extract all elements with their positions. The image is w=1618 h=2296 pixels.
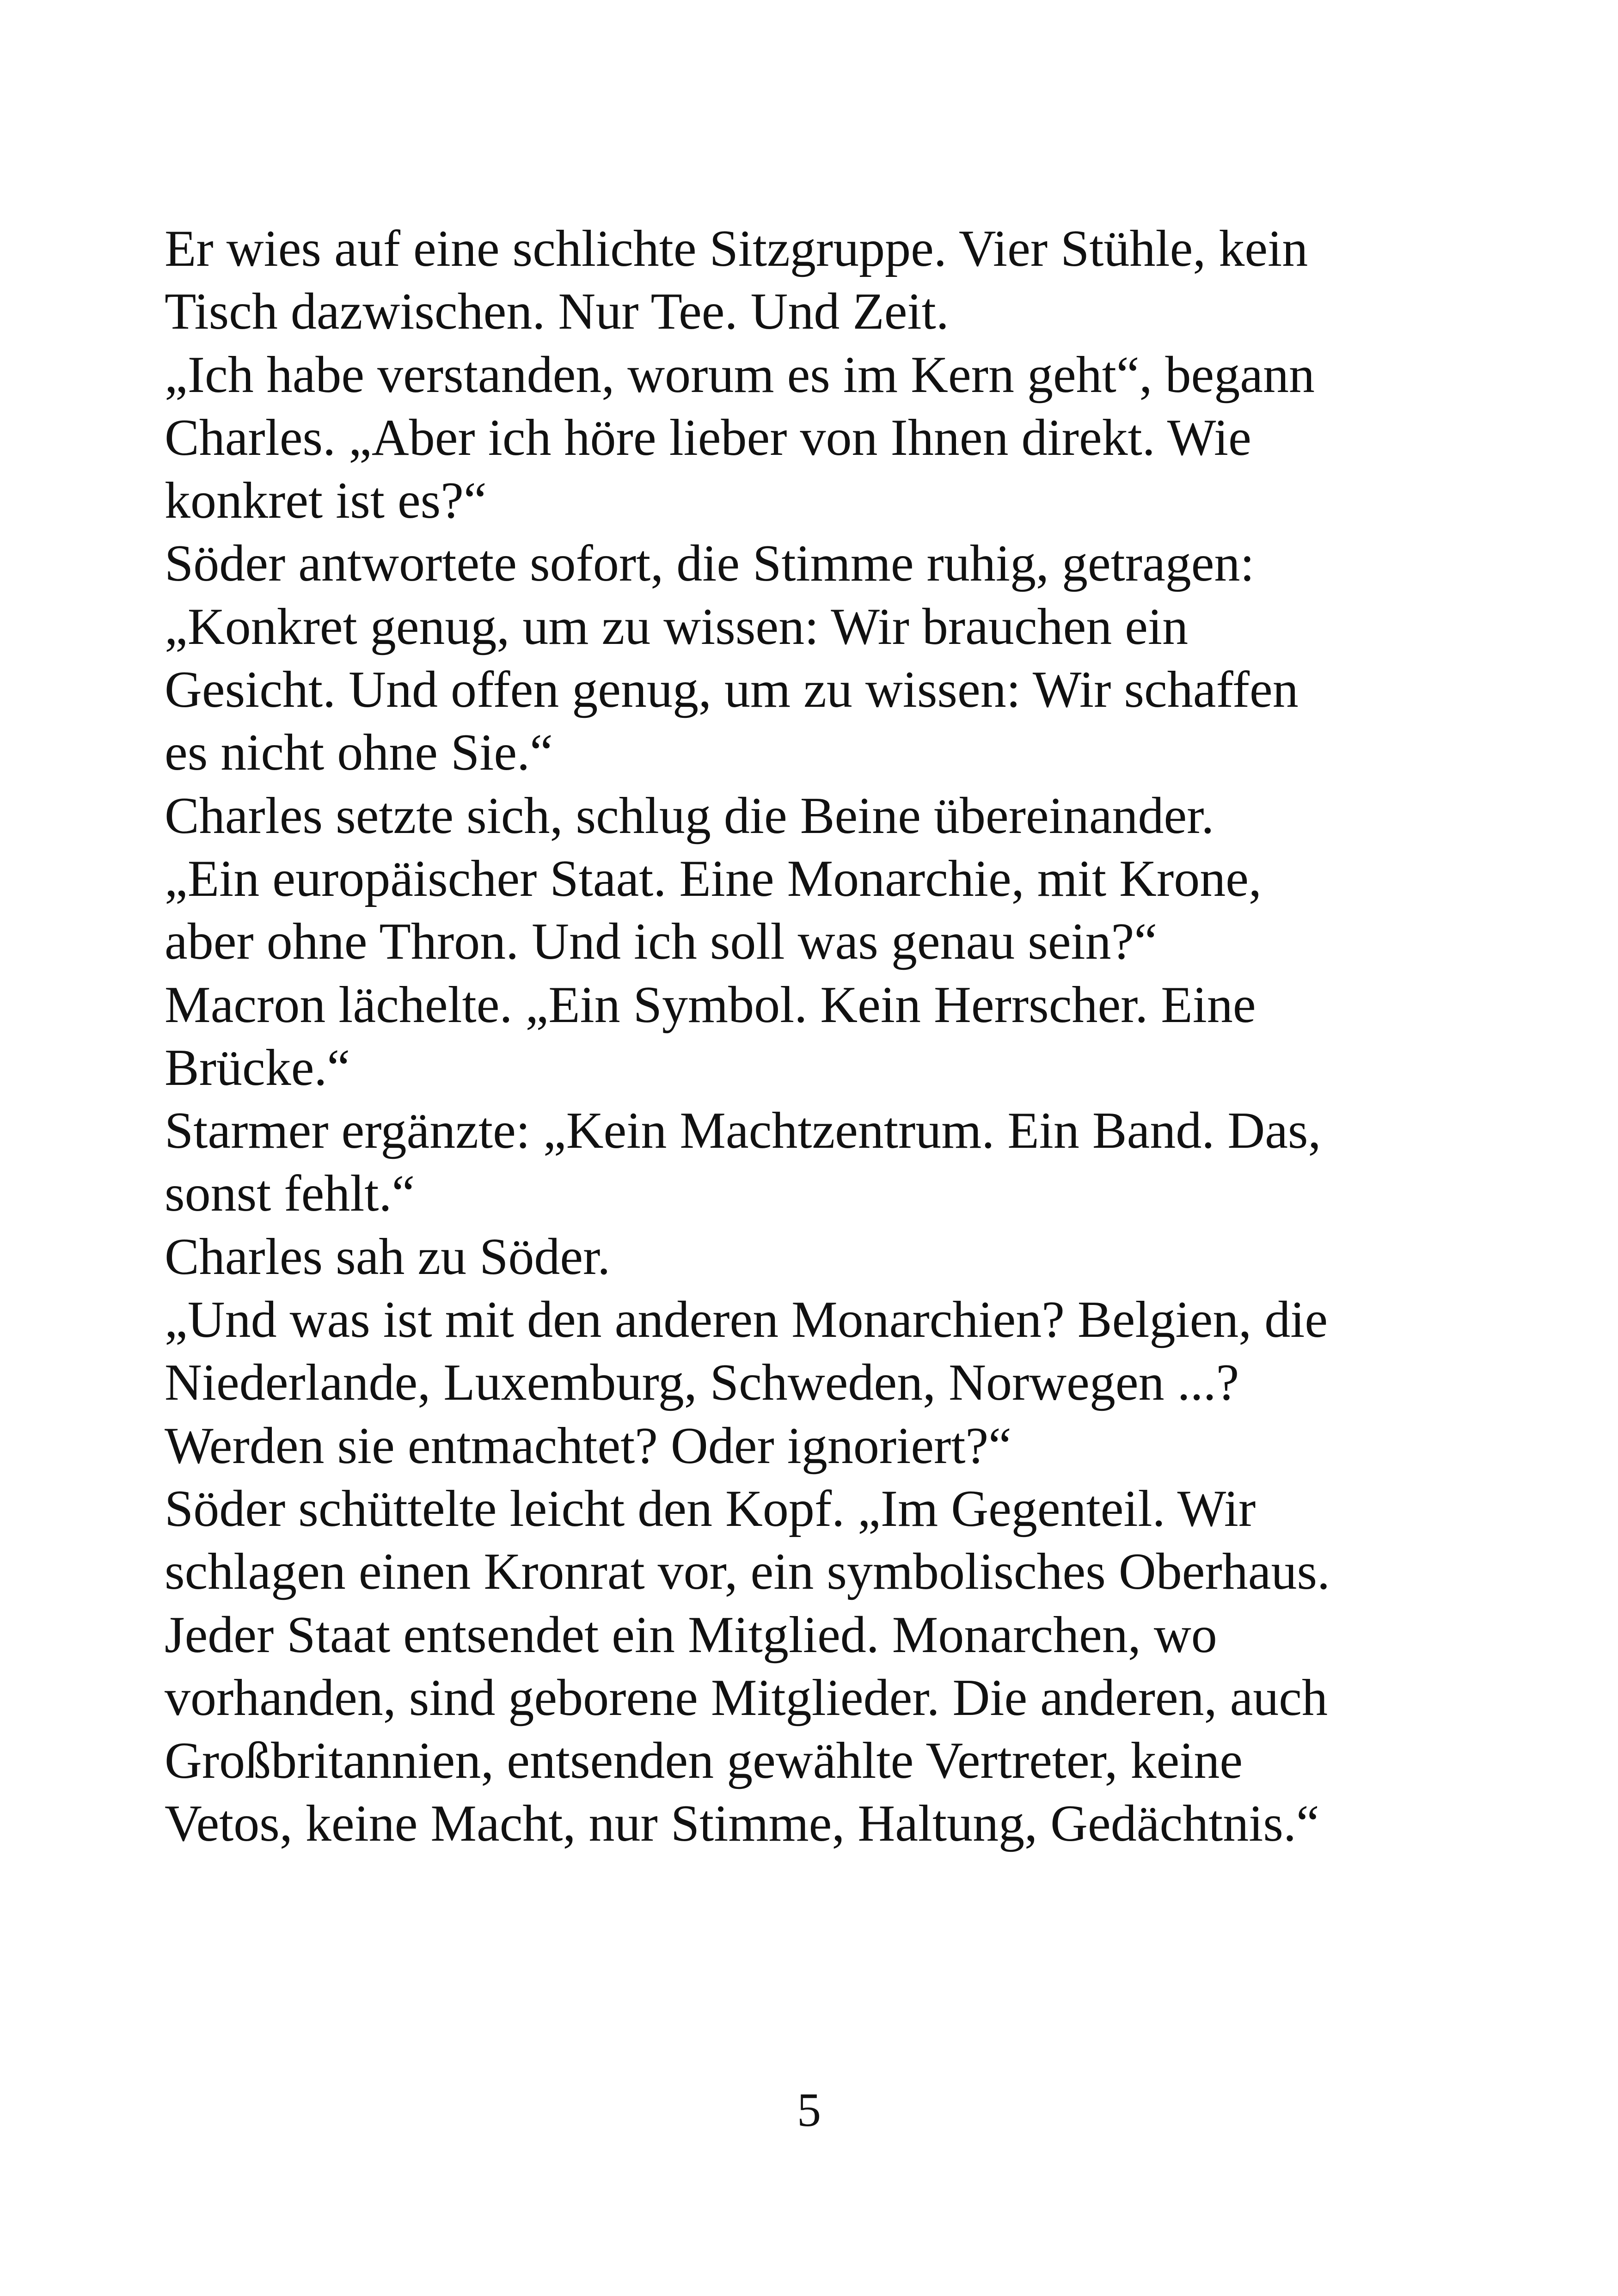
text-line: Jeder Staat entsendet ein Mitglied. Monarchen, wo xyxy=(165,1606,1217,1664)
text-line: aber ohne Thron. Und ich soll was genau sein?“ xyxy=(165,913,1158,971)
text-line: sonst fehlt.“ xyxy=(165,1165,415,1223)
text-line: „Und was ist mit den anderen Monarchien? Belgien, die xyxy=(165,1291,1328,1349)
text-line: Tisch dazwischen. Nur Tee. Und Zeit. xyxy=(165,283,949,341)
text-line: konkret ist es?“ xyxy=(165,472,487,530)
text-line: Brücke.“ xyxy=(165,1039,350,1096)
text-line: es nicht ohne Sie.“ xyxy=(165,724,553,782)
text-line: Söder schüttelte leicht den Kopf. „Im Gegenteil. Wir xyxy=(165,1480,1256,1537)
text-line: Starmer ergänzte: „Kein Machtzentrum. Ein Band. Das, xyxy=(165,1102,1321,1160)
body-text xyxy=(165,217,1459,1855)
text-line: Werden sie entmachtet? Oder ignoriert?“ xyxy=(165,1417,1011,1475)
text-line: Söder antwortete sofort, die Stimme ruhig, getragen: xyxy=(165,535,1255,593)
page-number: 5 xyxy=(797,2083,821,2137)
text-line: „Ein europäischer Staat. Eine Monarchie, mit Krone, xyxy=(165,850,1262,907)
text-line: Vetos, keine Macht, nur Stimme, Haltung, Gedächtnis.“ xyxy=(165,1795,1319,1853)
text-line: Macron lächelte. „Ein Symbol. Kein Herrscher. Eine xyxy=(165,976,1256,1034)
text-line: Großbritannien, entsenden gewählte Vertreter, keine xyxy=(165,1732,1243,1790)
text-line: schlagen einen Kronrat vor, ein symbolisches Oberhaus. xyxy=(165,1543,1330,1601)
text-line: vorhanden, sind geborene Mitglieder. Die anderen, auch xyxy=(165,1669,1328,1727)
text-line: Er wies auf eine schlichte Sitzgruppe. Vier Stühle, kein xyxy=(165,220,1308,277)
text-line: Gesicht. Und offen genug, um zu wissen: Wir schaffen xyxy=(165,661,1299,719)
text-line: „Konkret genug, um zu wissen: Wir brauchen ein xyxy=(165,598,1189,655)
text-line: Charles sah zu Söder. xyxy=(165,1228,611,1286)
text-line: Charles setzte sich, schlug die Beine übereinander. xyxy=(165,787,1214,845)
text-line: Niederlande, Luxemburg, Schweden, Norwegen ...? xyxy=(165,1354,1239,1412)
text-line: Charles. „Aber ich höre lieber von Ihnen direkt. Wie xyxy=(165,409,1251,466)
text-line: „Ich habe verstanden, worum es im Kern geht“, begann xyxy=(165,346,1315,404)
